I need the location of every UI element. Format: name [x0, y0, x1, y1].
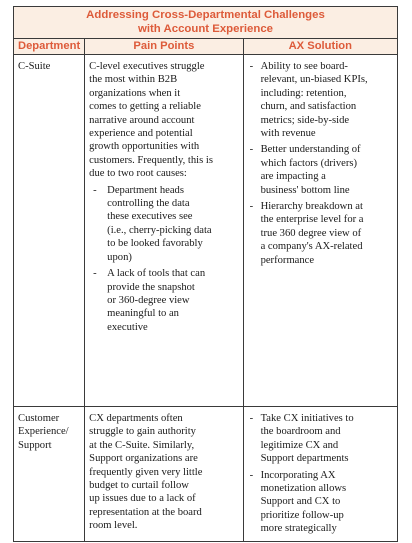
pain-points-cell — [85, 407, 243, 542]
table-title — [14, 7, 398, 39]
dash-bullet-icon: - — [249, 413, 254, 424]
dash-bullet-icon: - — [93, 268, 97, 280]
text-line: room level. — [89, 520, 138, 532]
department-cell — [14, 407, 85, 542]
header-ax-solution: AX Solution — [243, 39, 397, 55]
table-row — [14, 407, 398, 542]
pain-points-text — [89, 60, 238, 181]
bullet-text-line: or 360-degree view — [107, 294, 190, 306]
text-line: C-level executives struggle — [89, 61, 205, 72]
bullet-text-line: upon) — [107, 251, 132, 263]
bullet-text-line: metrics; side-by-side — [260, 114, 350, 126]
bullet-text-line: relevant, un-biased KPIs, — [260, 74, 368, 86]
dash-bullet-icon: - — [249, 61, 254, 72]
bullet-text-line: monetization allows — [260, 483, 347, 495]
pain-points-bullets — [91, 184, 238, 334]
bullet-text-line: more strategically — [260, 523, 337, 535]
dash-bullet-icon: - — [249, 144, 254, 156]
bullet-text-line: Department heads — [107, 184, 184, 196]
bullet-text-line: A lack of tools that can — [107, 268, 206, 280]
bullet-item — [248, 60, 393, 140]
bullet-item — [248, 469, 393, 536]
bullet-text-line: with revenue — [260, 128, 316, 140]
bullet-text-line: the boardroom and — [260, 426, 341, 438]
bullet-text-line: churn, and satisfaction — [260, 101, 357, 113]
text-line: up issues due to a lack of — [89, 493, 196, 505]
text-line: struggle to gain authority — [89, 426, 196, 438]
bullet-text-line: are impacting a — [260, 171, 326, 183]
bullet-text-line: Better understanding of — [260, 144, 361, 156]
dash-bullet-icon: - — [249, 469, 254, 481]
bullet-item — [91, 184, 238, 264]
text-line: customers. Frequently, this is — [89, 154, 213, 166]
bullet-text-line: Ability to see board- — [260, 61, 348, 72]
header-pain-points: Pain Points — [85, 39, 243, 55]
challenges-table-doc — [13, 6, 398, 542]
bullet-item — [91, 267, 238, 334]
bullet-text-line: the enterprise level for a — [260, 214, 364, 226]
bullet-text-line: Take CX initiatives to — [260, 413, 354, 424]
bullet-text-line: which factors (drivers) — [260, 157, 358, 169]
text-line: organizations when it — [89, 87, 181, 99]
bullet-text-line: Support departments — [260, 453, 349, 465]
bullet-text-line: (i.e., cherry-picking data — [107, 224, 212, 236]
text-line: frequently given very little — [89, 466, 203, 478]
bullet-text-line: prioritize follow-up — [260, 509, 344, 521]
dash-bullet-icon: - — [249, 201, 254, 213]
bullet-text-line: Hierarchy breakdown at — [260, 201, 363, 213]
text-line: Experience/ — [18, 426, 69, 438]
text-line: at the C-Suite. Similarly, — [89, 439, 195, 451]
table-title-line-1: Addressing Cross-Departmental Challenges — [86, 9, 325, 21]
text-line: the most within B2B — [89, 74, 178, 86]
challenges-table — [13, 6, 398, 542]
bullet-text-line: provide the snapshot — [107, 281, 195, 293]
bullet-text-line: a company's AX-related — [260, 241, 363, 253]
bullet-text-line: Support and CX to — [260, 496, 341, 508]
header-department: Department — [14, 39, 85, 55]
bullet-text-line: legitimize CX and — [260, 439, 339, 451]
text-line: narrative around account — [89, 114, 195, 126]
text-line: representation at the board — [89, 506, 202, 518]
ax-solution-bullets — [248, 412, 393, 536]
bullet-text-line: true 360 degree view of — [260, 227, 362, 239]
text-line: comes to getting a reliable — [89, 101, 201, 113]
bullet-text-line: these executives see — [107, 211, 193, 223]
pain-points-text — [89, 412, 238, 533]
pain-points-cell — [85, 55, 243, 407]
bullet-text-line: meaningful to an — [107, 308, 179, 320]
text-line: Customer — [18, 413, 60, 424]
dash-bullet-icon: - — [93, 184, 97, 196]
bullet-text-line: performance — [260, 254, 315, 266]
ax-solution-cell — [243, 407, 397, 542]
bullet-text-line: business' bottom line — [260, 184, 350, 196]
ax-solution-bullets — [248, 60, 393, 267]
text-line: Support — [18, 439, 52, 451]
text-line: CX departments often — [89, 413, 183, 424]
bullet-text-line: executive — [107, 321, 148, 333]
bullet-text-line: including: retention, — [260, 87, 347, 99]
bullet-text-line: controlling the data — [107, 198, 190, 210]
bullet-text-line: Incorporating AX — [260, 469, 336, 481]
bullet-item — [248, 143, 393, 197]
text-line: budget to curtail follow — [89, 480, 189, 492]
text-line: experience and potential — [89, 128, 193, 140]
bullet-item — [248, 412, 393, 466]
bullet-text-line: to be looked favorably — [107, 238, 203, 250]
table-row — [14, 55, 398, 407]
text-line: growth opportunities with — [89, 141, 200, 153]
ax-solution-cell — [243, 55, 397, 407]
text-line: due to two root causes: — [89, 168, 187, 180]
text-line: Support organizations are — [89, 453, 198, 465]
text-line: C-Suite — [18, 61, 51, 72]
department-cell — [14, 55, 85, 407]
bullet-item — [248, 200, 393, 267]
table-title-line-2: with Account Experience — [137, 22, 274, 35]
